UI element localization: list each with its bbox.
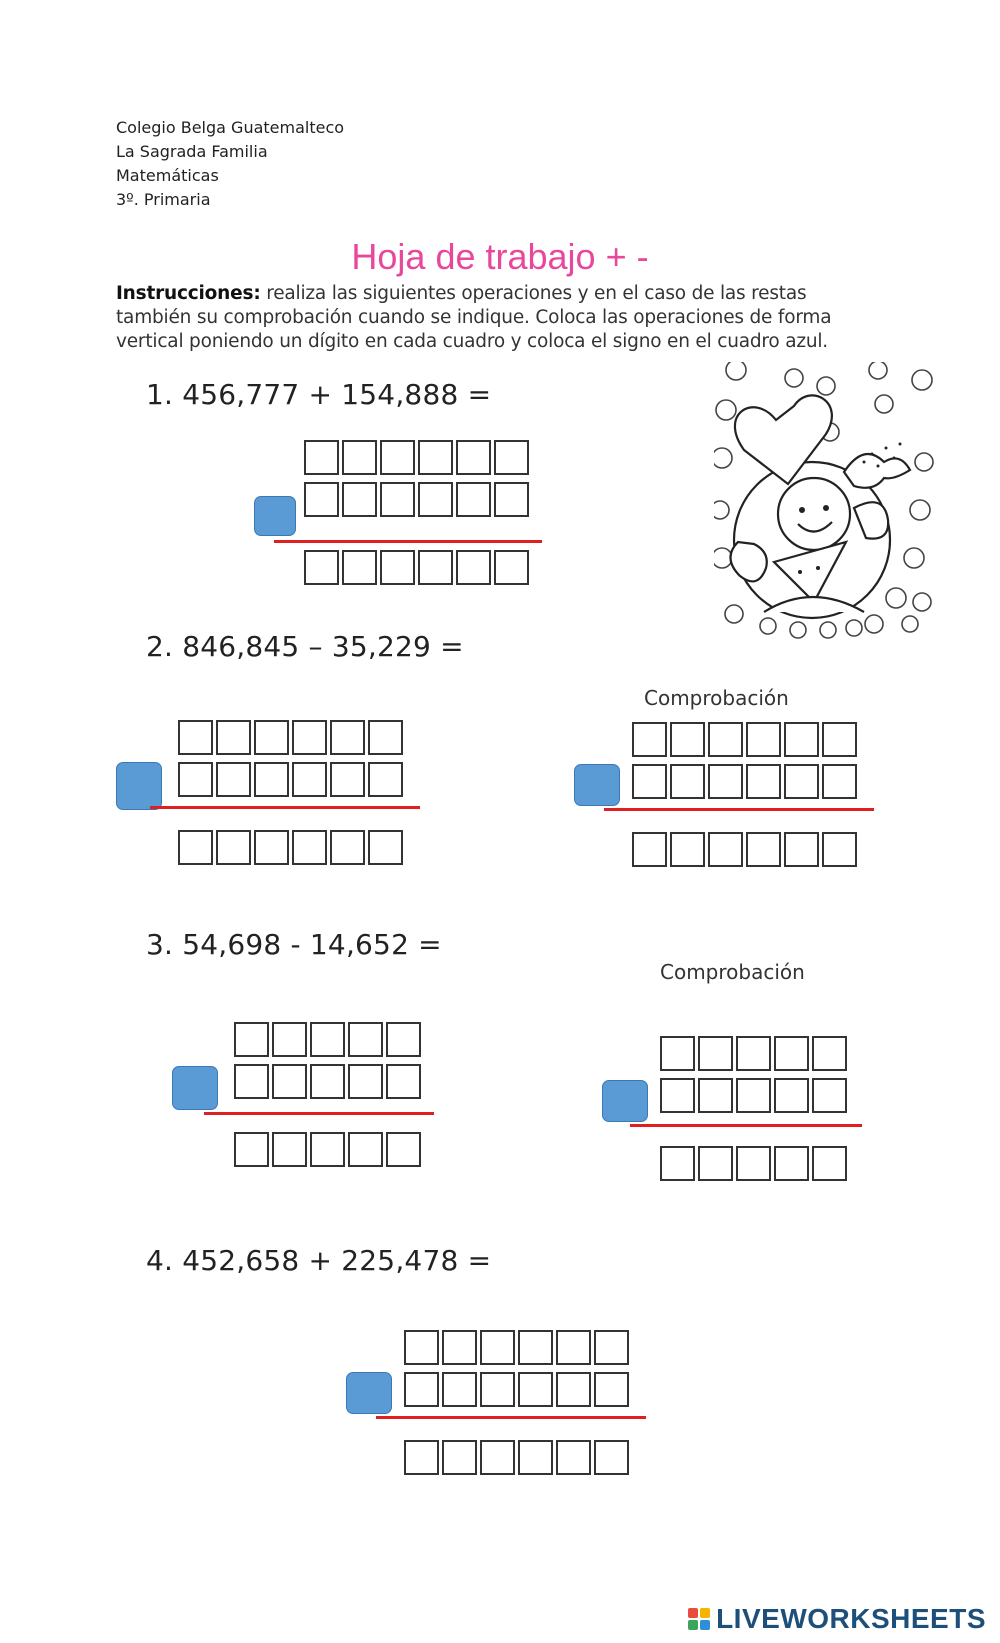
digit-box[interactable] bbox=[556, 1440, 591, 1475]
digit-box[interactable] bbox=[386, 1132, 421, 1167]
digit-box[interactable] bbox=[386, 1064, 421, 1099]
sign-box[interactable] bbox=[602, 1080, 648, 1122]
problem-2-expression: 846,845 – 35,229 = bbox=[182, 630, 464, 663]
sign-box[interactable] bbox=[254, 496, 296, 536]
digit-box[interactable] bbox=[310, 1022, 345, 1057]
page-title: Hoja de trabajo + - bbox=[351, 236, 649, 277]
school-subname: La Sagrada Familia bbox=[116, 142, 268, 161]
sum-line bbox=[274, 540, 542, 543]
sum-line bbox=[204, 1112, 434, 1115]
digit-box[interactable] bbox=[404, 1330, 439, 1365]
digit-box[interactable] bbox=[380, 482, 415, 517]
top-number-row bbox=[178, 720, 403, 755]
digit-box[interactable] bbox=[708, 832, 743, 867]
digit-box[interactable] bbox=[784, 764, 819, 799]
digit-box[interactable] bbox=[348, 1064, 383, 1099]
digit-box[interactable] bbox=[632, 722, 667, 757]
digit-box[interactable] bbox=[518, 1330, 553, 1365]
digit-box[interactable] bbox=[632, 764, 667, 799]
digit-box[interactable] bbox=[456, 550, 491, 585]
instructions-label: Instrucciones: bbox=[116, 283, 261, 304]
digit-box[interactable] bbox=[494, 482, 529, 517]
digit-box[interactable] bbox=[660, 1146, 695, 1181]
problem-4-expression: 452,658 + 225,478 = bbox=[182, 1244, 492, 1277]
problem-3-label bbox=[146, 928, 442, 961]
digit-box[interactable] bbox=[698, 1146, 733, 1181]
sum-line bbox=[376, 1416, 646, 1419]
bottom-number-row bbox=[304, 482, 529, 517]
bottom-number-row bbox=[404, 1372, 629, 1407]
digit-box[interactable] bbox=[304, 440, 339, 475]
digit-box[interactable] bbox=[518, 1440, 553, 1475]
digit-box[interactable] bbox=[480, 1440, 515, 1475]
top-number-row bbox=[234, 1022, 421, 1057]
digit-box[interactable] bbox=[736, 1036, 771, 1071]
digit-box[interactable] bbox=[404, 1372, 439, 1407]
bottom-number-row bbox=[178, 762, 403, 797]
digit-box[interactable] bbox=[342, 440, 377, 475]
digit-box[interactable] bbox=[254, 720, 289, 755]
digit-box[interactable] bbox=[272, 1022, 307, 1057]
digit-box[interactable] bbox=[774, 1146, 809, 1181]
digit-box[interactable] bbox=[234, 1064, 269, 1099]
problem-2-label bbox=[146, 630, 464, 663]
digit-box[interactable] bbox=[178, 830, 213, 865]
digit-box[interactable] bbox=[698, 1036, 733, 1071]
digit-box[interactable] bbox=[368, 830, 403, 865]
digit-box[interactable] bbox=[746, 832, 781, 867]
digit-box[interactable] bbox=[234, 1132, 269, 1167]
digit-box[interactable] bbox=[442, 1440, 477, 1475]
digit-box[interactable] bbox=[386, 1022, 421, 1057]
digit-box[interactable] bbox=[670, 722, 705, 757]
subject: Matemáticas bbox=[116, 166, 219, 185]
top-number-row bbox=[304, 440, 529, 475]
digit-box[interactable] bbox=[736, 1078, 771, 1113]
digit-box[interactable] bbox=[304, 482, 339, 517]
digit-box[interactable] bbox=[774, 1036, 809, 1071]
digit-box[interactable] bbox=[670, 832, 705, 867]
liveworksheets-logo-icon bbox=[688, 1608, 710, 1630]
digit-box[interactable] bbox=[660, 1036, 695, 1071]
digit-box[interactable] bbox=[480, 1372, 515, 1407]
problem-4-label bbox=[146, 1244, 491, 1277]
problem-3-number: 3. bbox=[146, 928, 174, 961]
digit-box[interactable] bbox=[292, 830, 327, 865]
digit-box[interactable] bbox=[272, 1132, 307, 1167]
digit-box[interactable] bbox=[494, 440, 529, 475]
digit-box[interactable] bbox=[178, 720, 213, 755]
digit-box[interactable] bbox=[272, 1064, 307, 1099]
digit-box[interactable] bbox=[348, 1022, 383, 1057]
digit-box[interactable] bbox=[698, 1078, 733, 1113]
problem-2-check-label: Comprobación bbox=[644, 686, 789, 710]
digit-box[interactable] bbox=[380, 550, 415, 585]
digit-box[interactable] bbox=[822, 764, 857, 799]
digit-box[interactable] bbox=[708, 764, 743, 799]
digit-box[interactable] bbox=[660, 1078, 695, 1113]
digit-box[interactable] bbox=[784, 832, 819, 867]
digit-box[interactable] bbox=[812, 1078, 847, 1113]
instructions-text: realiza las siguientes operaciones y en el caso de las restas también su comprobación cuando se indique. Coloca las operaciones de forma vertical poniendo un dígito en cada cuadro y coloca el signo en el cuadro azul. bbox=[116, 283, 832, 352]
digit-box[interactable] bbox=[342, 550, 377, 585]
digit-box[interactable] bbox=[216, 762, 251, 797]
result-row bbox=[304, 550, 529, 585]
child-with-heart-icon bbox=[714, 362, 944, 642]
digit-box[interactable] bbox=[330, 830, 365, 865]
digit-box[interactable] bbox=[292, 720, 327, 755]
sign-box[interactable] bbox=[574, 764, 620, 806]
sum-line bbox=[604, 808, 874, 811]
grade: 3º. Primaria bbox=[116, 190, 211, 209]
result-row bbox=[632, 832, 857, 867]
digit-box[interactable] bbox=[746, 722, 781, 757]
instructions bbox=[116, 282, 886, 354]
problem-3-expression: 54,698 - 14,652 = bbox=[182, 928, 442, 961]
digit-box[interactable] bbox=[594, 1330, 629, 1365]
digit-box[interactable] bbox=[404, 1440, 439, 1475]
digit-box[interactable] bbox=[456, 482, 491, 517]
top-number-row bbox=[404, 1330, 629, 1365]
digit-box[interactable] bbox=[670, 764, 705, 799]
digit-box[interactable] bbox=[368, 762, 403, 797]
school-name: Colegio Belga Guatemalteco bbox=[116, 118, 345, 137]
digit-box[interactable] bbox=[418, 550, 453, 585]
problem-2-number: 2. bbox=[146, 630, 174, 663]
digit-box[interactable] bbox=[822, 722, 857, 757]
digit-box[interactable] bbox=[442, 1372, 477, 1407]
digit-box[interactable] bbox=[330, 720, 365, 755]
result-row bbox=[234, 1132, 421, 1167]
problem-1-number: 1. bbox=[146, 378, 174, 411]
school-header bbox=[116, 116, 344, 212]
digit-box[interactable] bbox=[812, 1036, 847, 1071]
digit-box[interactable] bbox=[330, 762, 365, 797]
digit-box[interactable] bbox=[254, 762, 289, 797]
digit-box[interactable] bbox=[380, 440, 415, 475]
digit-box[interactable] bbox=[216, 830, 251, 865]
digit-box[interactable] bbox=[812, 1146, 847, 1181]
digit-box[interactable] bbox=[632, 832, 667, 867]
digit-box[interactable] bbox=[594, 1372, 629, 1407]
sign-box[interactable] bbox=[116, 762, 162, 810]
digit-box[interactable] bbox=[736, 1146, 771, 1181]
digit-box[interactable] bbox=[556, 1330, 591, 1365]
digit-box[interactable] bbox=[774, 1078, 809, 1113]
digit-box[interactable] bbox=[494, 550, 529, 585]
sum-line bbox=[630, 1124, 862, 1127]
result-row bbox=[178, 830, 403, 865]
digit-box[interactable] bbox=[348, 1132, 383, 1167]
sign-box[interactable] bbox=[346, 1372, 392, 1414]
bottom-number-row bbox=[660, 1078, 847, 1113]
digit-box[interactable] bbox=[708, 722, 743, 757]
problem-4-number: 4. bbox=[146, 1244, 174, 1277]
bottom-number-row bbox=[234, 1064, 421, 1099]
sign-box[interactable] bbox=[172, 1066, 218, 1110]
problem-3-check-label: Comprobación bbox=[660, 960, 805, 984]
problem-1-expression: 456,777 + 154,888 = bbox=[182, 378, 492, 411]
digit-box[interactable] bbox=[304, 550, 339, 585]
result-row bbox=[404, 1440, 629, 1475]
digit-box[interactable] bbox=[442, 1330, 477, 1365]
digit-box[interactable] bbox=[254, 830, 289, 865]
digit-box[interactable] bbox=[310, 1064, 345, 1099]
digit-box[interactable] bbox=[784, 722, 819, 757]
digit-box[interactable] bbox=[480, 1330, 515, 1365]
liveworksheets-logo-text: LIVEWORKSHEETS bbox=[716, 1603, 986, 1634]
top-number-row bbox=[660, 1036, 847, 1071]
sum-line bbox=[150, 806, 420, 809]
result-row bbox=[660, 1146, 847, 1181]
digit-box[interactable] bbox=[342, 482, 377, 517]
top-number-row bbox=[632, 722, 857, 757]
digit-box[interactable] bbox=[310, 1132, 345, 1167]
digit-box[interactable] bbox=[518, 1372, 553, 1407]
digit-box[interactable] bbox=[234, 1022, 269, 1057]
liveworksheets-logo[interactable] bbox=[688, 1603, 986, 1635]
digit-box[interactable] bbox=[746, 764, 781, 799]
digit-box[interactable] bbox=[178, 762, 213, 797]
problem-1-label bbox=[146, 378, 491, 411]
digit-box[interactable] bbox=[418, 440, 453, 475]
digit-box[interactable] bbox=[594, 1440, 629, 1475]
digit-box[interactable] bbox=[292, 762, 327, 797]
digit-box[interactable] bbox=[216, 720, 251, 755]
digit-box[interactable] bbox=[456, 440, 491, 475]
digit-box[interactable] bbox=[368, 720, 403, 755]
digit-box[interactable] bbox=[556, 1372, 591, 1407]
bottom-number-row bbox=[632, 764, 857, 799]
digit-box[interactable] bbox=[822, 832, 857, 867]
digit-box[interactable] bbox=[418, 482, 453, 517]
